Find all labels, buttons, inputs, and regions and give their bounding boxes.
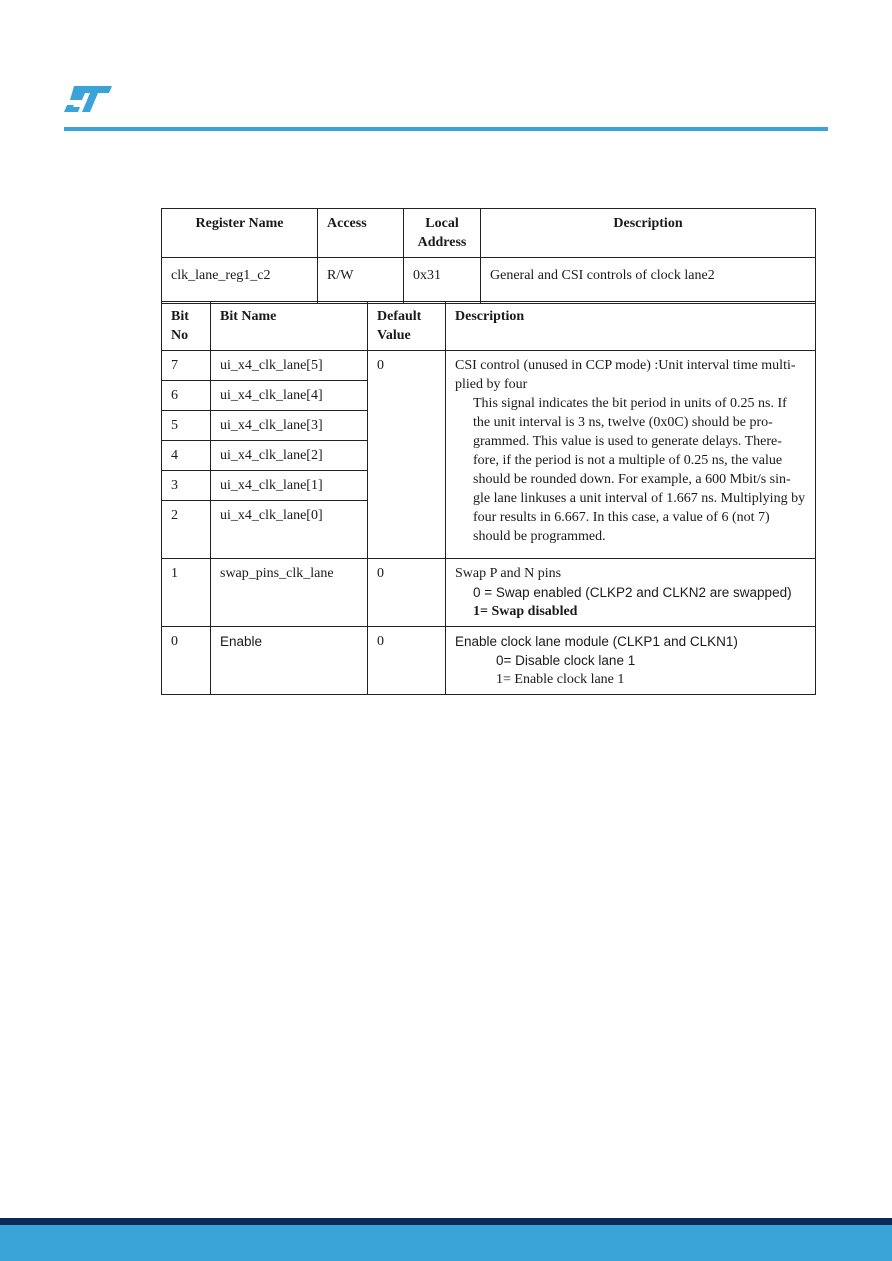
bit-name: ui_x4_clk_lane[2] [211,441,368,471]
bit-number: 0 [162,627,211,695]
bit-number: 7 [162,351,211,381]
description-summary: CSI control (unused in CCP mode) :Unit interval time multi-plied by four [455,358,796,392]
table-row [162,559,816,627]
bit-name: ui_x4_clk_lane[3] [211,411,368,441]
footer-bar-dark [0,1218,892,1225]
bit-number: 2 [162,501,211,559]
bit-name: ui_x4_clk_lane[5] [211,351,368,381]
description-title: Enable clock lane module (CLKP1 and CLKN1) [455,634,738,649]
default-value: 0 [368,627,446,695]
bit-number: 5 [162,411,211,441]
bit-number: 3 [162,471,211,501]
bit-description [446,351,816,559]
bit-name: Enable [211,627,368,695]
bit-name: ui_x4_clk_lane[1] [211,471,368,501]
register-address: 0x31 [404,258,481,304]
default-value: 0 [368,559,446,627]
header-bit-no: Bit No [162,302,211,351]
description-option-1: 1= Enable clock lane 1 [496,672,625,687]
bit-number: 4 [162,441,211,471]
header-default-value: Default Value [368,302,446,351]
header-register-name: Register Name [162,209,318,258]
st-logo [62,84,114,114]
bit-name: swap_pins_clk_lane [211,559,368,627]
table-row [162,627,816,695]
bit-number: 1 [162,559,211,627]
header-access: Access [318,209,404,258]
bit-name: ui_x4_clk_lane[4] [211,381,368,411]
default-value: 0 [368,351,446,559]
description-option-0: 0= Disable clock lane 1 [496,653,636,668]
header-description: Description [481,209,816,258]
header-bit-name: Bit Name [211,302,368,351]
register-access: R/W [318,258,404,304]
register-name: clk_lane_reg1_c2 [162,258,318,304]
bit-number: 6 [162,381,211,411]
bit-description [446,559,816,627]
description-detail: This signal indicates the bit period in units of 0.25 ns. If the unit interval is 3 ns, twelve (0x0C) should be pro-grammed. This value is used to generate delays. There-fore, if the period is not a multiple of 0.25 ns, the value should be rounded down. For example, a 600 Mbit/s sin-gle lane linkuses a unit interval of 1.667 ns. Multiplying by four results in 6.667. In this case, a value of 6 (not 7) should be programmed. [473,396,806,544]
description-option-1: 1= Swap disabled [473,604,578,619]
bit-name: ui_x4_clk_lane[0] [211,501,368,559]
footer-bar [0,1225,892,1261]
description-option-0: 0 = Swap enabled (CLKP2 and CLKN2 are swapped) [473,585,792,600]
register-summary-table [161,208,816,304]
description-title: Swap P and N pins [455,566,562,581]
header-rule [64,127,828,131]
bit-description [446,627,816,695]
register-description: General and CSI controls of clock lane2 [481,258,816,304]
bit-field-table [161,301,816,695]
header-local-address: Local Address [404,209,481,258]
table-row [162,351,816,381]
header-bit-description: Description [446,302,816,351]
